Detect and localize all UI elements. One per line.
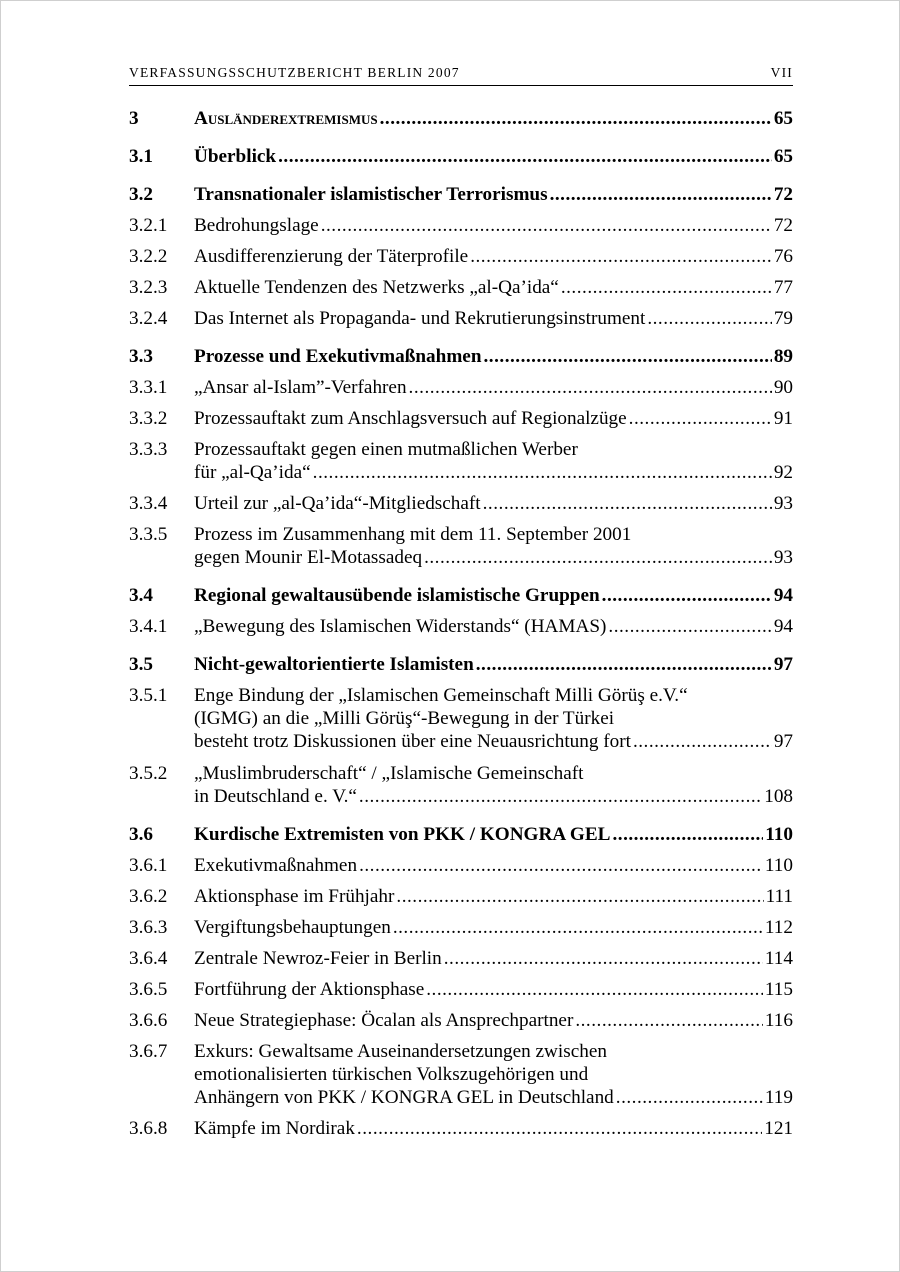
toc-title: für „al-Qa’ida“ xyxy=(194,462,311,483)
toc-entry xyxy=(129,947,793,970)
dot-leader xyxy=(550,183,772,206)
toc-page-number: 121 xyxy=(764,1118,793,1139)
toc-title: besteht trotz Diskussionen über eine Neuausrichtung fort xyxy=(194,731,631,752)
toc-title: Ausdifferenzierung der Täterprofile xyxy=(194,246,469,267)
toc-number: 3.6.7 xyxy=(129,1041,168,1062)
toc-number: 3.2.2 xyxy=(129,246,168,267)
toc-number: 3.6.1 xyxy=(129,855,168,876)
dot-leader xyxy=(616,1086,763,1109)
dot-leader xyxy=(608,615,771,638)
toc-number: 3.6.4 xyxy=(129,948,168,969)
toc-entry xyxy=(129,523,793,569)
toc-title-line: Prozessauftakt gegen einen mutmaßlichen Werber xyxy=(194,439,578,460)
dot-leader xyxy=(629,407,772,430)
toc-number: 3.5 xyxy=(129,654,153,675)
toc-title: Ausländerextremismus xyxy=(194,108,378,129)
toc-number: 3.3.2 xyxy=(129,408,168,429)
toc-title: Vergiftungsbehauptungen xyxy=(194,917,391,938)
dot-leader xyxy=(476,653,772,676)
toc-page-number: 76 xyxy=(773,246,793,267)
dot-leader xyxy=(278,145,772,168)
toc-number: 3.2.3 xyxy=(129,277,168,298)
toc-entry xyxy=(129,145,793,168)
toc-title: „Bewegung des Islamischen Widerstands“ (HAMAS) xyxy=(194,616,607,637)
toc-entry xyxy=(129,1009,793,1032)
dot-leader xyxy=(424,546,772,569)
toc-entry xyxy=(129,107,793,130)
dot-leader xyxy=(393,916,763,939)
dot-leader xyxy=(633,730,772,753)
toc-page-number: 97 xyxy=(773,654,793,675)
toc-number: 3.3.5 xyxy=(129,524,168,545)
table-of-contents xyxy=(129,107,793,1140)
toc-number: 3.3 xyxy=(129,346,153,367)
toc-entry xyxy=(129,183,793,206)
toc-title-line: emotionalisierten türkischen Volkszugehörigen und xyxy=(194,1064,589,1085)
toc-number: 3.2 xyxy=(129,184,153,205)
toc-title: Transnationaler islamistischer Terrorismus xyxy=(194,184,548,205)
toc-number: 3.3.3 xyxy=(129,439,168,460)
header-page-number: VII xyxy=(770,65,793,80)
toc-entry xyxy=(129,978,793,1001)
dot-leader xyxy=(612,823,763,846)
toc-entry xyxy=(129,823,793,846)
toc-title: Fortführung der Aktionsphase xyxy=(194,979,425,1000)
dot-leader xyxy=(470,245,772,268)
toc-page-number: 90 xyxy=(773,377,793,398)
toc-title: in Deutschland e. V.“ xyxy=(194,786,357,807)
toc-title: Das Internet als Propaganda- und Rekrutierungsinstrument xyxy=(194,308,646,329)
toc-entry xyxy=(129,1117,793,1140)
toc-entry xyxy=(129,1040,793,1109)
toc-page-number: 108 xyxy=(764,786,793,807)
dot-leader xyxy=(575,1009,763,1032)
toc-title-line: „Muslimbruderschaft“ / „Islamische Gemeinschaft xyxy=(194,763,584,784)
toc-entry xyxy=(129,276,793,299)
toc-page-number: 72 xyxy=(773,184,793,205)
toc-page-number: 89 xyxy=(773,346,793,367)
dot-leader xyxy=(483,492,772,515)
toc-page-number: 110 xyxy=(765,824,793,845)
toc-page-number: 97 xyxy=(773,731,793,752)
toc-page-number: 65 xyxy=(773,146,793,167)
toc-title-line: Exkurs: Gewaltsame Auseinandersetzungen zwischen xyxy=(194,1041,607,1062)
toc-number: 3.4.1 xyxy=(129,616,168,637)
toc-entry xyxy=(129,307,793,330)
toc-number: 3.6.3 xyxy=(129,917,168,938)
toc-title: Anhängern von PKK / KONGRA GEL in Deutschland xyxy=(194,1087,614,1108)
dot-leader xyxy=(561,276,772,299)
dot-leader xyxy=(426,978,763,1001)
toc-title: Kurdische Extremisten von PKK / KONGRA GEL xyxy=(194,824,611,845)
toc-page-number: 91 xyxy=(773,408,793,429)
toc-page-number: 77 xyxy=(773,277,793,298)
dot-leader xyxy=(444,947,763,970)
toc-page-number: 72 xyxy=(773,215,793,236)
toc-title: Aktuelle Tendenzen des Netzwerks „al-Qa’ida“ xyxy=(194,277,559,298)
toc-page-number: 110 xyxy=(764,855,793,876)
running-header xyxy=(129,63,793,86)
dot-leader xyxy=(359,785,762,808)
toc-title: Regional gewaltausübende islamistische Gruppen xyxy=(194,585,600,606)
toc-title: „Ansar al-Islam”-Verfahren xyxy=(194,377,407,398)
dot-leader xyxy=(409,376,772,399)
toc-title: Zentrale Newroz-Feier in Berlin xyxy=(194,948,442,969)
toc-entry xyxy=(129,762,793,808)
toc-entry xyxy=(129,615,793,638)
toc-number: 3.2.1 xyxy=(129,215,168,236)
toc-number: 3.6 xyxy=(129,824,153,845)
toc-title: Prozesse und Exekutivmaßnahmen xyxy=(194,346,482,367)
toc-title: gegen Mounir El-Motassadeq xyxy=(194,547,423,568)
dot-leader xyxy=(484,345,772,368)
toc-number: 3.6.6 xyxy=(129,1010,168,1031)
dot-leader xyxy=(380,107,772,130)
toc-entry xyxy=(129,492,793,515)
dot-leader xyxy=(647,307,771,330)
toc-title-line: Enge Bindung der „Islamischen Gemeinschaft Milli Görüş e.V.“ xyxy=(194,685,688,706)
toc-entry xyxy=(129,376,793,399)
toc-page-number: 114 xyxy=(764,948,793,969)
toc-number: 3 xyxy=(129,108,139,129)
header-title: VERFASSUNGSSCHUTZBERICHT BERLIN 2007 xyxy=(129,65,460,80)
toc-number: 3.6.2 xyxy=(129,886,168,907)
toc-number: 3.2.4 xyxy=(129,308,168,329)
toc-number: 3.6.5 xyxy=(129,979,168,1000)
toc-page-number: 116 xyxy=(764,1010,793,1031)
dot-leader xyxy=(359,854,763,877)
toc-number: 3.5.1 xyxy=(129,685,168,706)
toc-page-number: 111 xyxy=(765,886,793,907)
toc-number: 3.1 xyxy=(129,146,153,167)
toc-number: 3.5.2 xyxy=(129,763,168,784)
toc-title: Überblick xyxy=(194,146,277,167)
toc-title: Kämpfe im Nordirak xyxy=(194,1118,355,1139)
toc-page-number: 79 xyxy=(773,308,793,329)
toc-entry xyxy=(129,885,793,908)
toc-number: 3.3.4 xyxy=(129,493,168,514)
toc-page-number: 93 xyxy=(773,547,793,568)
toc-title: Neue Strategiephase: Öcalan als Ansprechpartner xyxy=(194,1010,574,1031)
toc-title: Nicht-gewaltorientierte Islamisten xyxy=(194,654,474,675)
dot-leader xyxy=(357,1117,762,1140)
toc-entry xyxy=(129,407,793,430)
toc-entry xyxy=(129,345,793,368)
toc-entry xyxy=(129,653,793,676)
toc-entry xyxy=(129,684,793,753)
toc-number: 3.6.8 xyxy=(129,1118,168,1139)
toc-page-number: 93 xyxy=(773,493,793,514)
toc-number: 3.4 xyxy=(129,585,153,606)
toc-page-number: 65 xyxy=(773,108,793,129)
toc-page-number: 119 xyxy=(764,1087,793,1108)
toc-title-line: (IGMG) an die „Milli Görüş“-Bewegung in der Türkei xyxy=(194,708,615,729)
toc-entry xyxy=(129,854,793,877)
toc-entry xyxy=(129,584,793,607)
toc-entry xyxy=(129,916,793,939)
toc-title: Aktionsphase im Frühjahr xyxy=(194,886,395,907)
toc-title: Bedrohungslage xyxy=(194,215,319,236)
toc-title: Urteil zur „al-Qa’ida“-Mitgliedschaft xyxy=(194,493,481,514)
toc-page-number: 112 xyxy=(764,917,793,938)
dot-leader xyxy=(321,214,772,237)
toc-title: Prozessauftakt zum Anschlagsversuch auf Regionalzüge xyxy=(194,408,627,429)
toc-page-number: 115 xyxy=(764,979,793,1000)
toc-title: Exekutivmaßnahmen xyxy=(194,855,358,876)
toc-entry xyxy=(129,438,793,484)
toc-title-line: Prozess im Zusammenhang mit dem 11. September 2001 xyxy=(194,524,632,545)
dot-leader xyxy=(313,461,772,484)
dot-leader xyxy=(602,584,772,607)
toc-page-number: 92 xyxy=(773,462,793,483)
dot-leader xyxy=(396,885,763,908)
toc-page-number: 94 xyxy=(773,585,793,606)
toc-entry xyxy=(129,245,793,268)
toc-number: 3.3.1 xyxy=(129,377,168,398)
toc-page-number: 94 xyxy=(773,616,793,637)
toc-entry xyxy=(129,214,793,237)
